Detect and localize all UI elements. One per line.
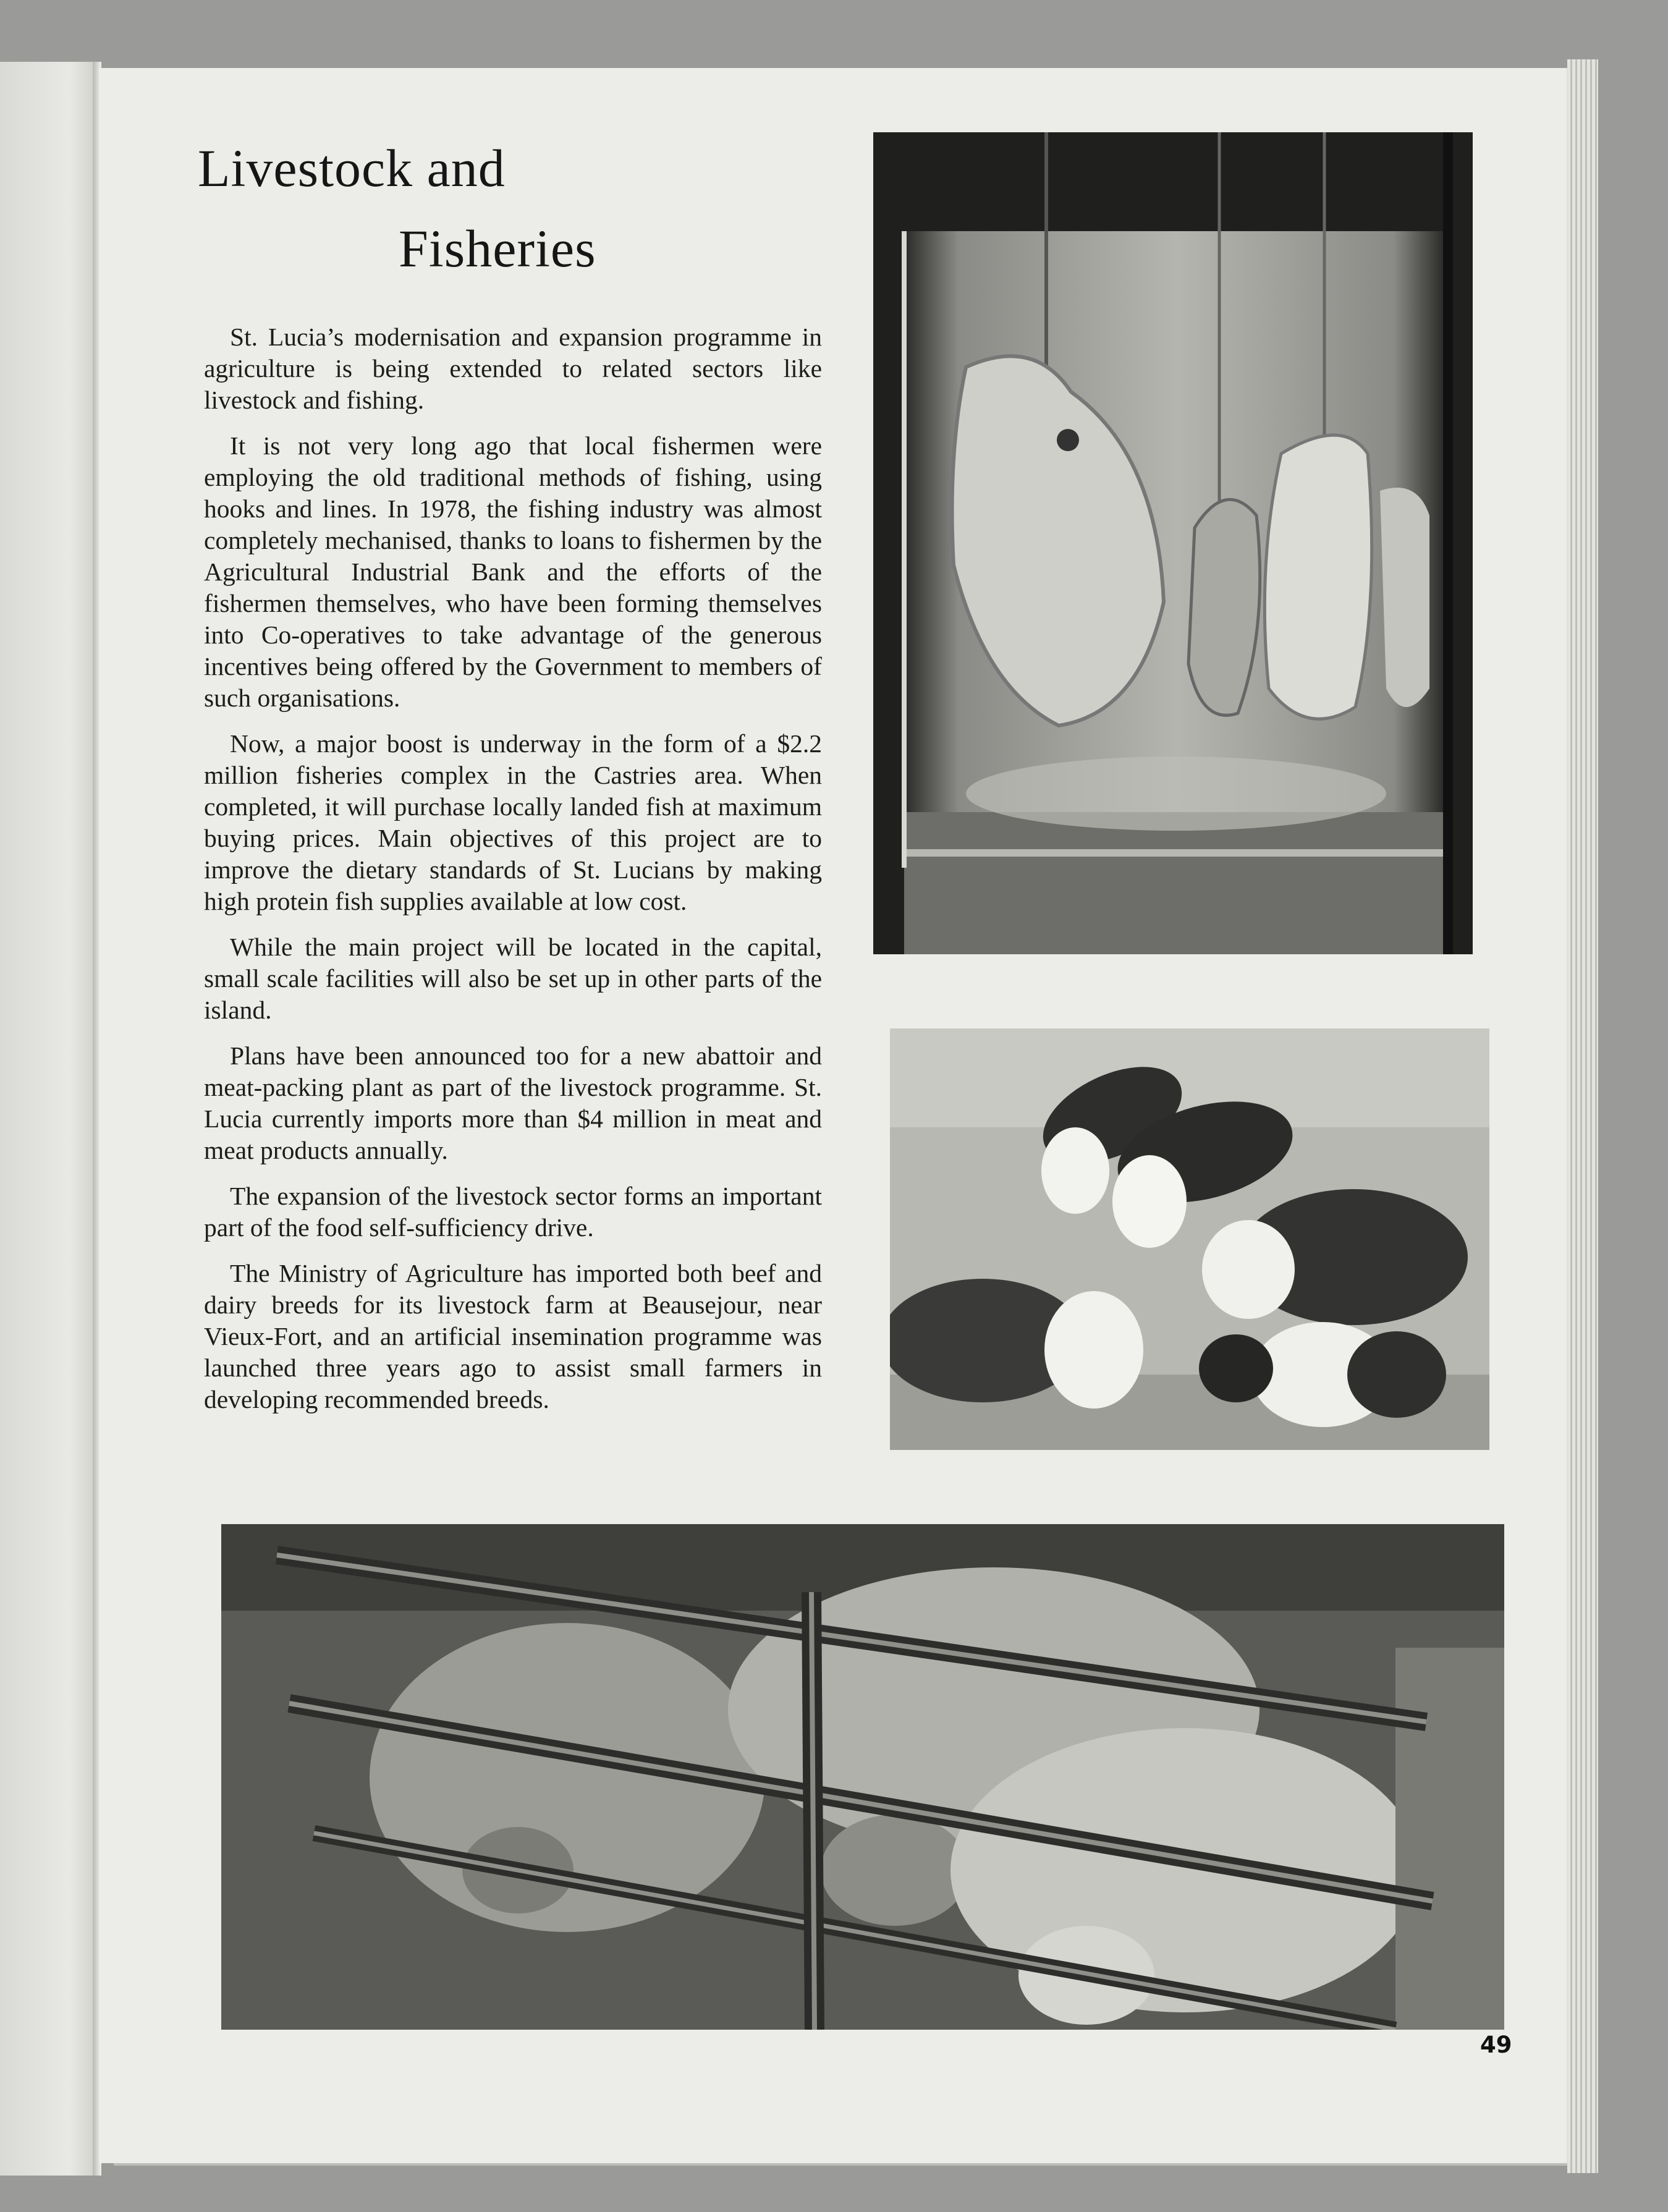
- page-number: 49: [1480, 2032, 1512, 2058]
- article-paragraph: St. Lucia’s modernisation and expansion programme in agriculture is being extended to related sectors like livestock and fishing.: [204, 323, 822, 414]
- facing-page-edge: [0, 62, 99, 2176]
- article-title-line-1: Livestock and: [198, 138, 506, 198]
- piglets-photo: [890, 1028, 1489, 1450]
- article-paragraph: The expansion of the livestock sector forms an important part of the food self-sufficiency drive.: [204, 1182, 822, 1242]
- article-paragraph: The Ministry of Agriculture has imported both beef and dairy breeds for its livestock farm at Beausejour, near Vieux-Fort, and an artificial insemination programme was launched three years ago to assist small farmers in developing recommended breeds.: [204, 1259, 822, 1413]
- pigs-in-pen-photo: [221, 1524, 1504, 2030]
- meat-carcasses-photo: [873, 132, 1473, 954]
- page-stack-edge: [1567, 59, 1598, 2173]
- article-paragraph: It is not very long ago that local fishermen were employing the old traditional methods of fishing, using hooks and lines. In 1978, the fishing industry was almost completely mechanised, thanks to loans to fishermen by the Agricultural Industrial Bank and the efforts of the fishermen themselves, who have been forming themselves into Co-operatives to take advantage of the generous incentives being offered by the Government to members of such organisations.: [204, 431, 822, 712]
- article-paragraph: Now, a major boost is underway in the form of a $2.2 million fisheries complex in the Castries area. When completed, it will purchase locally landed fish at maximum buying prices. Main objectives of this project are to improve the dietary standards of St. Lucians by making high protein fish supplies available at low cost.: [204, 729, 822, 915]
- article-title-line-2: Fisheries: [399, 219, 596, 278]
- article-paragraph: While the main project will be located in the capital, small scale facilities will also be set up in other parts of the island.: [204, 933, 822, 1024]
- article-body: [204, 321, 822, 1430]
- article-paragraph: Plans have been announced too for a new abattoir and meat-packing plant as part of the livestock programme. St. Lucia currently imports more than $4 million in meat and meat products annually.: [204, 1041, 822, 1164]
